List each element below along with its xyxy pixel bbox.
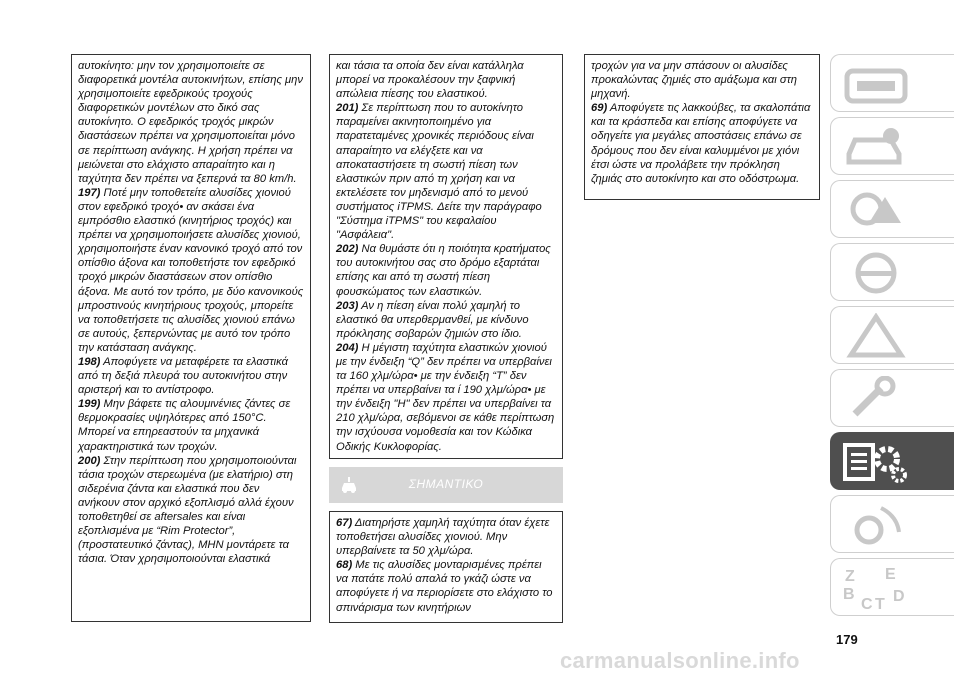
paragraph <box>336 558 556 614</box>
paragraph <box>591 59 813 101</box>
paragraph <box>78 355 304 397</box>
paragraph <box>336 242 556 298</box>
paragraph <box>336 516 556 558</box>
paragraph-text: και τάσια τα οποία δεν είναι κατάλληλα μπορεί να προκαλέσουν την ξαφνική απώλεια πίεσης του ελαστικού. <box>336 60 524 101</box>
sidebar-letter: E <box>885 566 896 583</box>
watermark: carmanualsonline.info <box>560 648 800 673</box>
paragraph-text: Σε περίπτωση που το αυτοκίνητο παραμείνει ακινητοποιημένο για παρατεταμένες χρονικές περιόδους είναι απαραίτητο να ελέγξετε και να αποκαταστήσετε τη σωστή πίεση των ελαστικών πριν από τη χρήση και να εκτελέσετε τον μηδενισμό από το μενού συστήματος iTPMS. Δείτε την παράγραφο "Σύστημα iTPMS" του κεφαλαίου "Ασφάλεια". <box>336 102 542 242</box>
tab-safety[interactable] <box>830 180 954 238</box>
paragraph <box>336 101 556 242</box>
note-number: 199) <box>78 398 101 411</box>
paragraph-text: τροχών για να μην σπάσουν οι αλυσίδες προκαλώντας ζημιές στο αμάξωμα και στη μηχανή. <box>591 60 798 101</box>
text-column-1 <box>71 54 311 622</box>
note-number: 67) <box>336 517 353 529</box>
note-number: 69) <box>591 102 608 115</box>
car-info-icon <box>841 124 911 170</box>
paragraph <box>78 397 304 453</box>
paragraph <box>336 341 556 454</box>
safety-icon <box>841 187 911 233</box>
notice-title: ΣΗΜΑΝΤΙΚΟ <box>408 477 484 491</box>
multimedia-icon <box>841 502 911 548</box>
text-column-2 <box>329 54 563 459</box>
paragraph-text: Αν η πίεση είναι πολύ χαμηλή το ελαστικό θα υπερθερμανθεί, με κίνδυνο πρόκλησης σοβαρών ζημιών στο ίδιο. <box>336 299 529 340</box>
tab-dashboard[interactable] <box>830 54 954 112</box>
paragraph-text: Αποφύγετε τις λακκούβες, τα σκαλοπάτια και τα κράσπεδα και επίσης αποφύγετε να οδηγείτε για μεγάλες αποστάσεις επάνω σε δρόμους που δεν είναι καλυμμένοι με χιόνι έτσι ώστε να προλάβετε την πρόκληση ζημιάς στο αυτοκίνητο και στο οδόστρωμα. <box>591 102 811 185</box>
note-number: 68) <box>336 559 353 572</box>
paragraph-text: Διατηρήστε χαμηλή ταχύτητα όταν έχετε τοποθετήσει αλυσίδες χιονιού. Μην υπερβαίνετε τα 50 χλμ/ώρα. <box>336 517 550 558</box>
sidebar-letter: D <box>893 588 905 605</box>
warning-triangle-icon <box>841 313 911 359</box>
tab-vehicle[interactable] <box>830 117 954 175</box>
paragraph <box>78 186 304 355</box>
technical-data-gear-icon <box>841 439 911 485</box>
tab-technical-data[interactable] <box>830 432 954 490</box>
notice-box <box>329 511 563 623</box>
tab-emergency[interactable] <box>830 306 954 364</box>
paragraph <box>78 454 304 567</box>
note-number: 200) <box>78 454 101 467</box>
paragraph <box>591 101 813 186</box>
page-number: 179 <box>836 632 858 647</box>
paragraph <box>78 59 304 186</box>
note-number: 198) <box>78 355 101 368</box>
tab-maintenance[interactable] <box>830 369 954 427</box>
note-number: 204) <box>336 341 359 354</box>
sidebar-letter: B <box>843 586 855 603</box>
paragraph-text: Ποτέ μην τοποθετείτε αλυσίδες χιονιού στον εφεδρικό τροχό• αν σκάσει ένα εμπρόσθιο ελαστικό (κινητήριος τροχός) και πρέπει να χρησιμοποιήσετε αλυσίδες χιονιού, χρησιμοποιήστε έναν κανονικό τροχό από τον οπίσθιο άξονα και τοποθετήστε τον εφεδρικό τροχό μικρών διαστάσεων στον οπίσθιο άξονα. Με αυτό τον τρόπο, με δύο κανονικούς μπροστινούς κινητήριους τροχούς, μπορείτε να τοποθετήσετε τις αλυσίδες χιονιού επάνω σε αυτούς, ξεπερνώντας με αυτό τον τρόπο την κατάσταση ανάγκης. <box>78 186 304 354</box>
paragraph-text: Αποφύγετε να μεταφέρετε τα ελαστικά από τη δεξιά πλευρά του αυτοκινήτου στην αριστερή και το αντίστροφο. <box>78 355 288 397</box>
paragraph-text: Να θυμάστε ότι η ποιότητα κρατήματος του αυτοκινήτου σας στο δρόμο εξαρτάται επίσης και από τη σωστή πίεση φουσκώματος των ελαστικών. <box>336 243 551 298</box>
paragraph-text: Στην περίπτωση που χρησιμοποιούνται τάσια τροχών στερεωμένα (με ελατήριο) στη σιδερένια ζάντα και ελαστικά που δεν ανήκουν στον αρχικό εξοπλισμό αλλά έχουν τοποθετηθεί σε aftersales και είναι εξοπλισμένα με “Rim Protector”, (προστατευτικό ζάντας), ΜΗΝ μοντάρετε τα τάσια. Όταν χρησιμοποιούνται ελαστικά <box>78 454 297 566</box>
paragraph <box>336 59 556 101</box>
tab-starting-driving[interactable] <box>830 243 954 301</box>
paragraph-text: αυτοκίνητο: μην τον χρησιμοποιείτε σε διαφορετικά μοντέλα αυτοκινήτων, επίσης μην χρησιμοποιείτε εφεδρικούς τροχούς διαφορετικών μοντέλων στο δικό σας αυτοκίνητο. Ο εφεδρικός τροχός μικρών διαστάσεων πρέπει να χρησιμοποιείται μόνο σε περίπτωση ανάγκης. Η χρήση πρέπει να μειώνεται στο ελάχιστο απαραίτητο και η ταχύτητα δεν πρέπει να ξεπερνά τα 80 km/h. <box>78 60 303 185</box>
sidebar-letter: T <box>875 596 885 611</box>
wrench-icon <box>841 376 911 422</box>
note-number: 203) <box>336 299 359 312</box>
sidebar-letter: C <box>861 596 873 611</box>
index-letters-icon <box>841 565 931 611</box>
note-number: 201) <box>336 102 359 115</box>
tab-multimedia[interactable] <box>830 495 954 553</box>
tab-index[interactable] <box>830 558 954 616</box>
note-number: 202) <box>336 243 359 256</box>
paragraph-text: Μην βάφετε τις αλουμινένιες ζάντες σε θερμοκρασίες υψηλότερες από 150°C. Μπορεί να επηρεαστούν τα μηχανικά χαρακτηριστικά των τροχών. <box>78 398 291 453</box>
paragraph-text: Με τις αλυσίδες μονταρισμένες πρέπει να πατάτε πολύ απαλά το γκάζι ώστε να αποφύγετε ή να περιορίσετε στο ελάχιστο το σπινάρισμα των κινητήριων <box>336 559 553 614</box>
note-number: 197) <box>78 186 101 199</box>
text-column-3 <box>584 54 820 200</box>
car-dashboard-icon <box>841 61 911 107</box>
sidebar-letter: Z <box>845 568 855 585</box>
paragraph-text: Η μέγιστη ταχύτητα ελαστικών χιονιού με την ένδειξη “Q” δεν πρέπει να υπερβαίνει τα 160 χλμ/ώρα• με την ένδειξη “T” δεν πρέπει να υπερβαίνει τα ί 190 χλμ/ώρα• με την ένδειξη "H" δεν πρέπει να υπερβαίνει τα 210 χλμ/ώρα, σεβόμενοι σε κάθε περίπτωση την ισχύουσα νομοθεσία και τον Κώδικα Οδικής Κυκλοφορίας. <box>336 341 555 453</box>
notice-header <box>329 467 563 503</box>
steering-wheel-icon <box>841 250 911 296</box>
paragraph <box>336 299 556 341</box>
